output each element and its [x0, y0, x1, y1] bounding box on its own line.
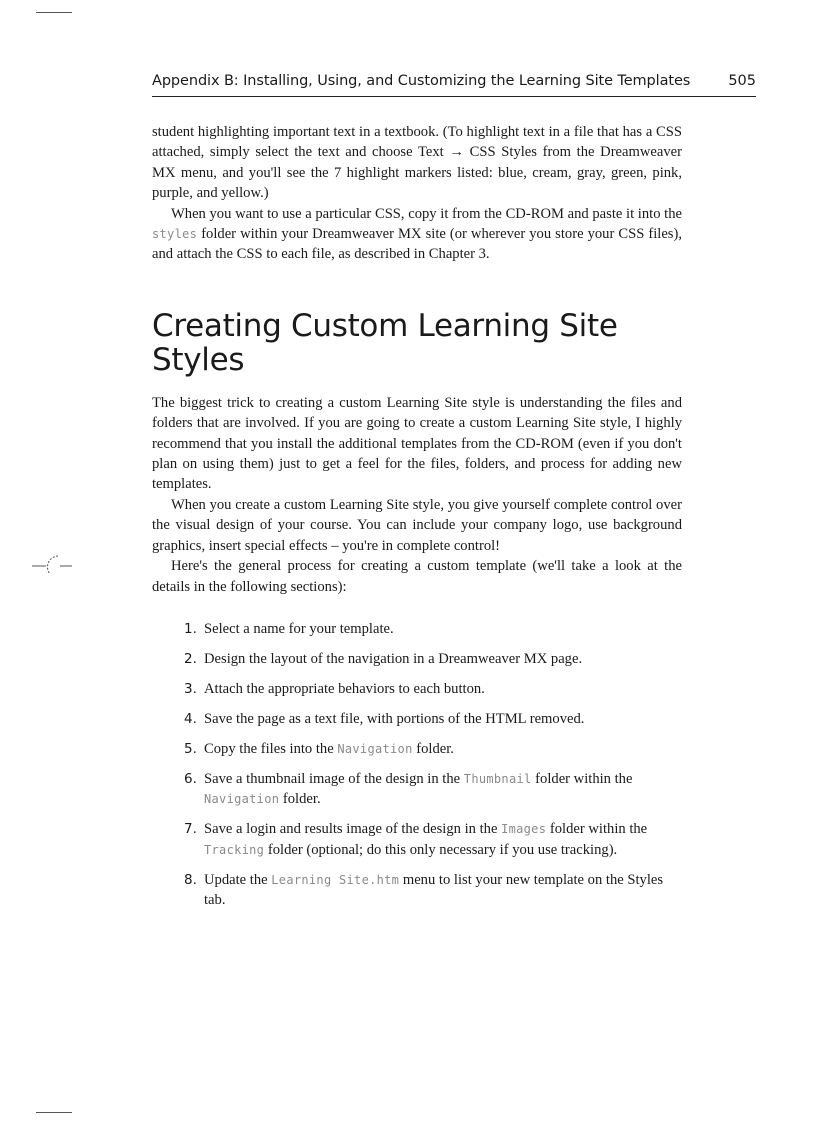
list-item	[152, 649, 682, 669]
step-number: 4.	[184, 710, 197, 727]
step-number: 5.	[184, 740, 197, 757]
body-paragraph: The biggest trick to creating a custom Learning Site style is understanding the files and folders that are involved. If you are going to create a custom Learning Site style, I highly recommend that you install the additional templates from the CD-ROM (even if you don't plan on using them) just to get a feel for the files, folders, and process for adding new templates.	[152, 394, 682, 493]
step-number: 3.	[184, 680, 197, 697]
step-text: Save a login and results image of the design in the	[204, 821, 502, 838]
step-text: Select a name for your template.	[204, 620, 394, 637]
step-text: Design the layout of the navigation in a Dreamweaver MX page.	[204, 650, 583, 667]
step-text: Attach the appropriate behaviors to each button.	[204, 680, 485, 697]
paragraph-text: folder within your Dreamweaver MX site (or wherever you store your CSS files), and attach the CSS to each file, as described in Chapter 3.	[152, 226, 682, 263]
list-item	[152, 769, 682, 810]
step-text: folder (optional; do this only necessary if you use tracking).	[264, 841, 618, 858]
step-text: folder.	[412, 740, 454, 757]
step-text: folder within the	[531, 770, 633, 787]
code-folder-name: Thumbnail	[463, 771, 532, 786]
crop-mark-bottom-left	[36, 1112, 72, 1113]
running-header	[152, 72, 756, 97]
step-text: Save a thumbnail image of the design in the	[204, 770, 464, 787]
page-number: 505	[728, 73, 756, 89]
step-number: 1.	[184, 620, 197, 637]
paragraph-text: When you want to use a particular CSS, copy it from the CD-ROM and paste it into the	[171, 205, 682, 222]
step-text: Save the page as a text file, with portions of the HTML removed.	[204, 710, 585, 727]
section-heading: Creating Custom Learning Site Styles	[152, 307, 618, 378]
list-item	[152, 739, 682, 759]
crop-mark-top-left	[36, 12, 72, 13]
list-item	[152, 709, 682, 729]
step-number: 6.	[184, 770, 197, 787]
code-file-name: Learning Site.htm	[271, 872, 400, 887]
step-number: 2.	[184, 650, 197, 667]
step-number: 8.	[184, 871, 197, 888]
code-folder-name: Navigation	[337, 741, 413, 756]
body-paragraph: When you create a custom Learning Site style, you give yourself complete control over the visual design of your course. You can include your company logo, use background graphics, insert special effects – you're in complete control!	[152, 496, 682, 554]
step-number: 7.	[184, 821, 197, 838]
body-paragraph	[152, 204, 682, 265]
steps-list	[152, 619, 682, 911]
paragraph-text: student highlighting important text in a textbook. (To highlight text in a file that has a CSS attached, simply select the text and choose Text → CSS Styles from the Dreamweaver MX menu, and you'll see the 7 highlight markers listed: blue, cream, gray, green, pink, purple, and yellow.)	[152, 124, 682, 202]
registration-mark-icon	[30, 548, 74, 584]
list-item	[152, 619, 682, 639]
list-item	[152, 679, 682, 699]
running-header-title: Appendix B: Installing, Using, and Customizing the Learning Site Templates	[152, 73, 691, 89]
code-folder-name: Tracking	[204, 842, 265, 857]
list-item	[152, 819, 682, 860]
code-folder-name: Navigation	[204, 792, 280, 807]
step-text: folder.	[279, 791, 321, 808]
step-text: folder within the	[546, 821, 648, 838]
step-text: menu to list your new template on the Styles tab.	[204, 871, 664, 909]
body-paragraph: Here's the general process for creating a custom template (we'll take a look at the details in the following sections):	[152, 558, 682, 595]
step-text: Update the	[204, 871, 272, 888]
list-item	[152, 870, 682, 911]
body-paragraph	[152, 122, 682, 204]
code-folder-name: styles	[152, 227, 198, 242]
code-folder-name: Images	[501, 822, 547, 837]
step-text: Copy the files into the	[204, 740, 338, 757]
page-content	[152, 122, 682, 920]
